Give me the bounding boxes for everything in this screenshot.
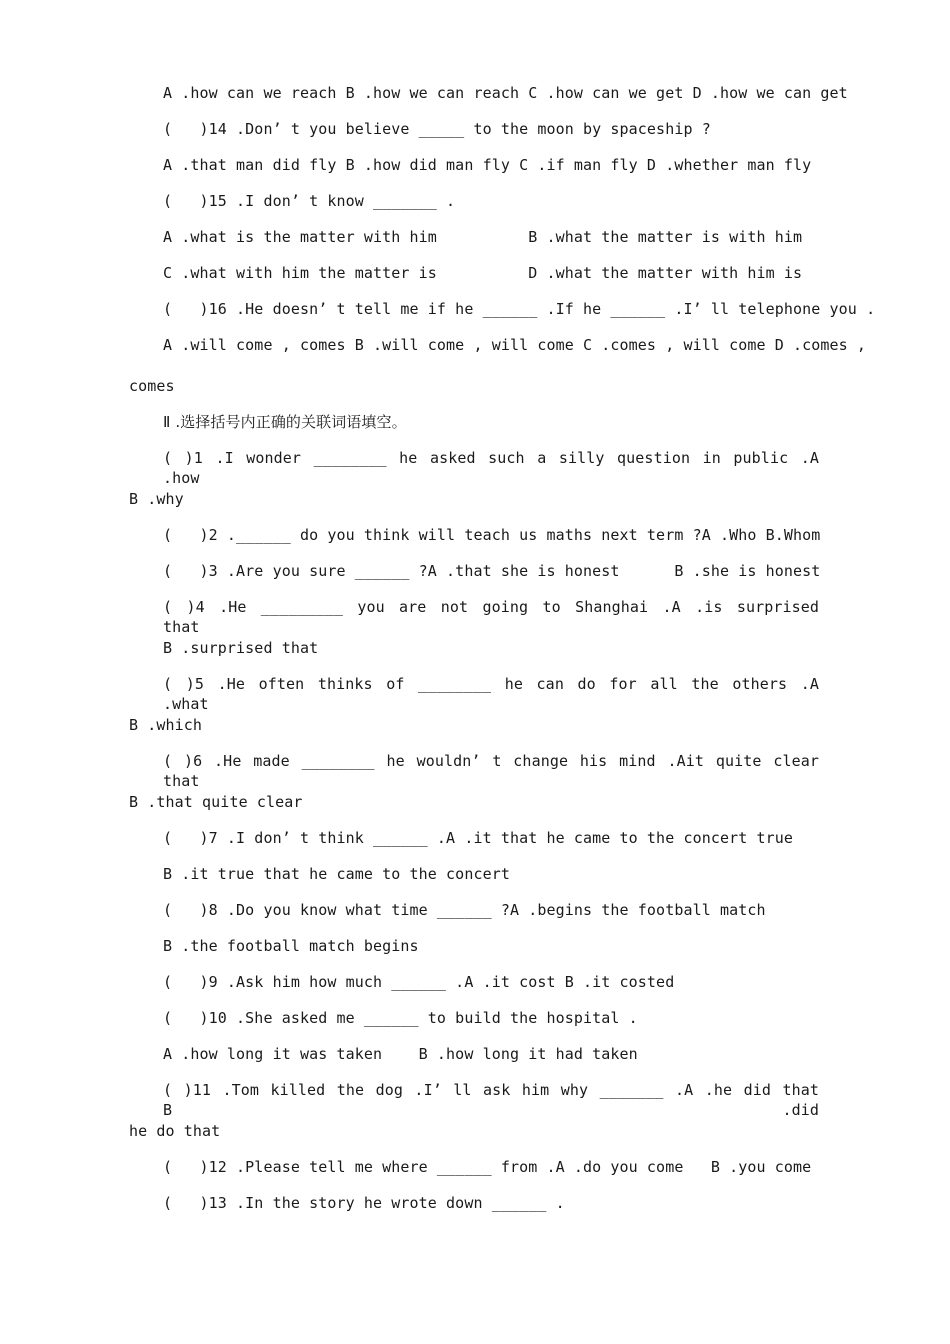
question-ii-10-options: A .how long it was taken B .how long it had taken (163, 1045, 638, 1063)
question-14: ( )14 .Don’ t you believe _____ to the moon by spaceship ? (163, 120, 711, 138)
question-ii-8: ( )8 .Do you know what time ______ ?A .begins the football match (163, 901, 766, 919)
question-ii-7-cont: B .it true that he came to the concert (163, 865, 510, 883)
question-ii-2: ( )2 .______ do you think will teach us maths next term ?A .Who B.Whom (163, 526, 821, 544)
question-ii-11-cont: he do that (129, 1122, 221, 1140)
option-line-q16: A .will come , comes B .will come , will come C .comes , will come D .comes , (163, 336, 867, 354)
question-ii-11: ( )11 .Tom killed the dog .I’ ll ask him why _______ .A .he did that B .did (163, 1081, 819, 1119)
option-line-q15-ab: A .what is the matter with him B .what the matter is with him (163, 228, 803, 246)
option-line-q15-cd: C .what with him the matter is D .what the matter with him is (163, 264, 803, 282)
question-ii-10: ( )10 .She asked me ______ to build the hospital . (163, 1009, 638, 1027)
question-ii-7: ( )7 .I don’ t think ______ .A .it that he came to the concert true (163, 829, 794, 847)
question-ii-9: ( )9 .Ask him how much ______ .A .it cost B .it costed (163, 973, 675, 991)
question-ii-6-cont: B .that quite clear (129, 793, 303, 811)
question-ii-5-cont: B .which (129, 716, 203, 734)
option-line-q13: A .how can we reach B .how we can reach C .how can we get D .how we can get (163, 84, 848, 102)
question-15: ( )15 .I don’ t know _______ . (163, 192, 456, 210)
option-line-q16-cont: comes (129, 377, 175, 395)
question-ii-6: ( )6 .He made ________ he wouldn’ t change his mind .Ait quite clear that (163, 752, 819, 790)
section-heading: Ⅱ .选择括号内正确的关联词语填空。 (163, 413, 407, 431)
question-ii-12: ( )12 .Please tell me where ______ from .A .do you come B .you come (163, 1158, 812, 1176)
question-ii-8-cont: B .the football match begins (163, 937, 419, 955)
question-ii-3: ( )3 .Are you sure ______ ?A .that she is honest B .she is honest (163, 562, 821, 580)
question-ii-1: ( )1 .I wonder ________ he asked such a silly question in public .A .how (163, 449, 819, 487)
option-line-q14: A .that man did fly B .how did man fly C .if man fly D .whether man fly (163, 156, 812, 174)
question-ii-4-cont: B .surprised that (163, 639, 319, 657)
question-ii-4: ( )4 .He _________ you are not going to Shanghai .A .is surprised that (163, 598, 819, 636)
question-ii-5: ( )5 .He often thinks of ________ he can do for all the others .A .what (163, 675, 819, 713)
question-ii-1-cont: B .why (129, 490, 184, 508)
question-16: ( )16 .He doesn’ t tell me if he ______ .If he ______ .I’ ll telephone you . (163, 300, 876, 318)
question-ii-13: ( )13 .In the story he wrote down ______ . (163, 1194, 565, 1212)
